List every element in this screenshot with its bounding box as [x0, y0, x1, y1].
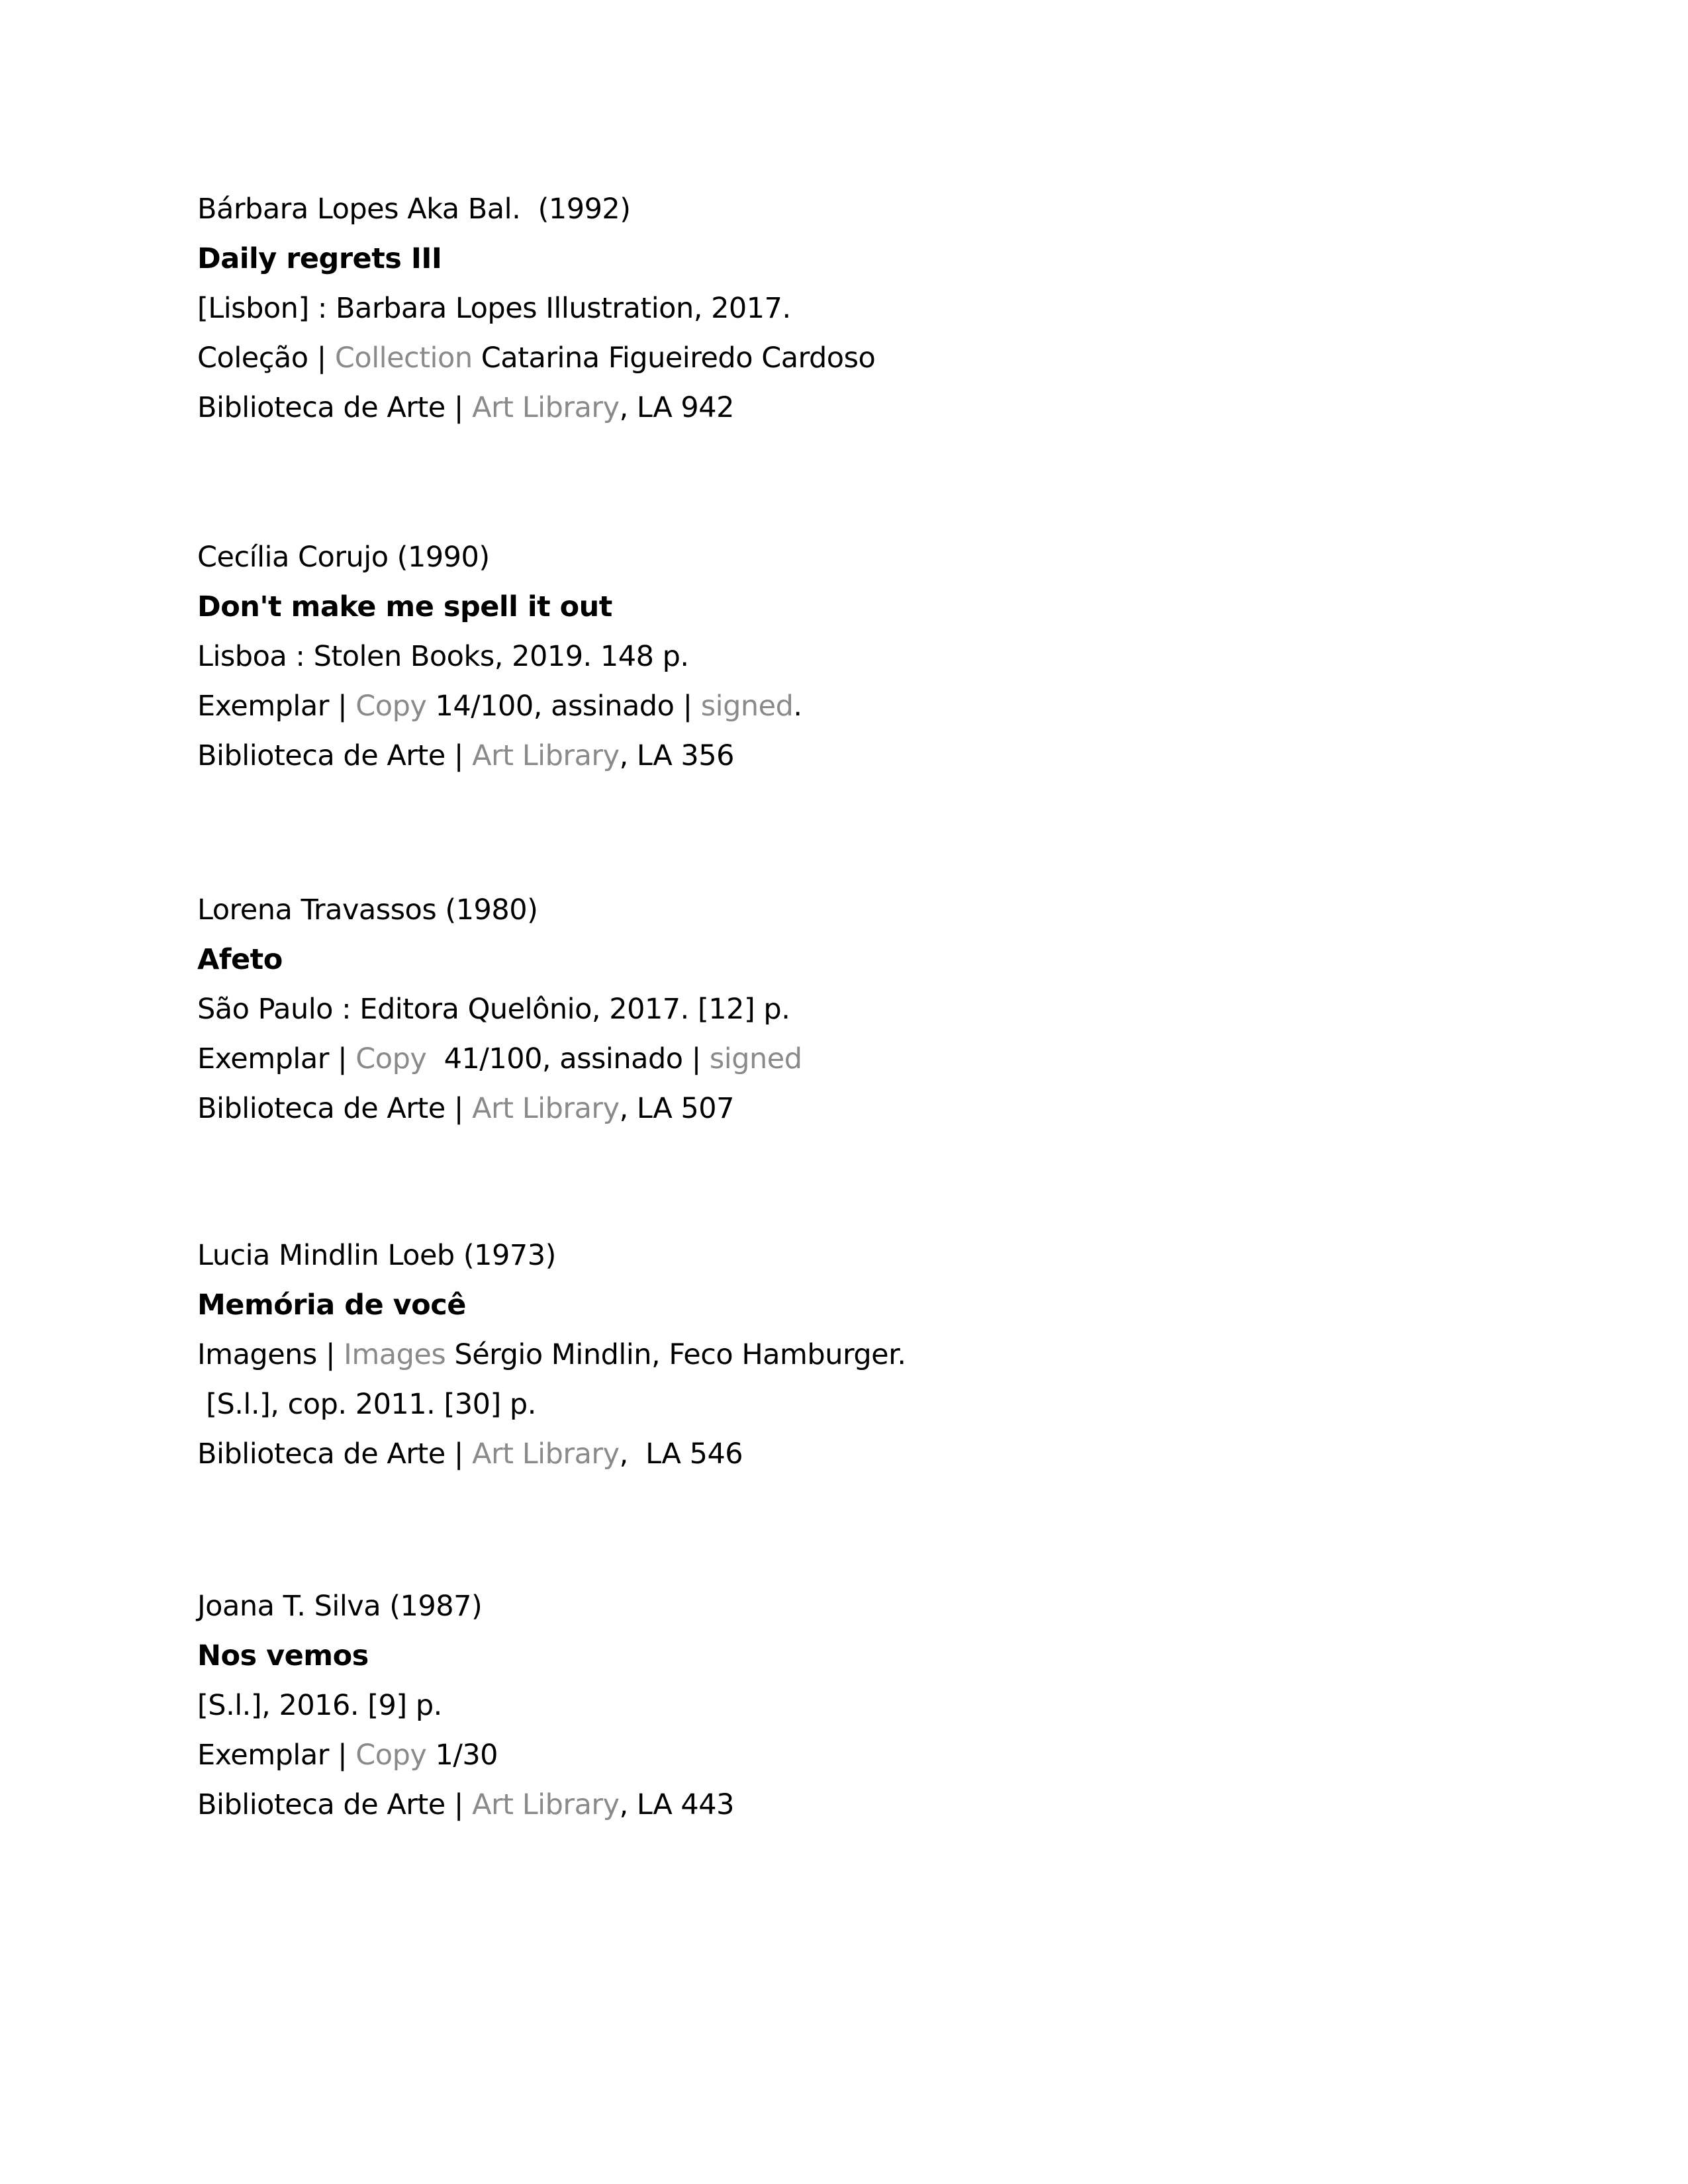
- note-label-pt: Exemplar: [197, 1739, 329, 1772]
- entry-copy-note: [197, 682, 1521, 731]
- entry-copy-note: [197, 1731, 1521, 1780]
- entry-images-note: [197, 1330, 1521, 1380]
- location-label-en: Art Library: [472, 1788, 620, 1821]
- entry-author: Bárbara Lopes Aka Bal. (1992): [197, 193, 631, 226]
- note-value: 1/30: [426, 1739, 498, 1772]
- note-label-en: Copy: [355, 1739, 427, 1772]
- entry-imprint: [S.l.], 2016. [9] p.: [197, 1689, 442, 1722]
- note-separator: |: [328, 1042, 356, 1075]
- location-separator: |: [445, 1092, 473, 1125]
- entry-imprint: São Paulo : Editora Quelônio, 2017. [12] p.: [197, 993, 790, 1026]
- entry-title: Afeto: [197, 943, 283, 976]
- location-shelfmark: , LA 507: [619, 1092, 735, 1125]
- note-label-pt: Exemplar: [197, 1042, 329, 1075]
- entry-imprint: [S.l.], cop. 2011. [30] p.: [197, 1388, 536, 1421]
- catalog-entry: [197, 1582, 1521, 1830]
- location-separator: |: [445, 1788, 473, 1821]
- note-separator: |: [316, 1338, 344, 1371]
- entry-location: [197, 1780, 1521, 1830]
- note-separator: |: [328, 690, 356, 723]
- location-label-pt: Biblioteca de Arte: [197, 1437, 445, 1471]
- note-label-en: Copy: [355, 1042, 427, 1075]
- location-label-en: Art Library: [472, 391, 620, 424]
- entry-location: [197, 383, 1521, 433]
- location-label-en: Art Library: [472, 1092, 620, 1125]
- location-label-pt: Biblioteca de Arte: [197, 391, 445, 424]
- location-label-pt: Biblioteca de Arte: [197, 739, 445, 772]
- note-separator: |: [328, 1739, 356, 1772]
- location-shelfmark: , LA 546: [619, 1437, 743, 1471]
- note-label-en: Copy: [355, 690, 427, 723]
- entry-title: Memória de você: [197, 1289, 466, 1322]
- entry-location: [197, 731, 1521, 781]
- catalog-entry: [197, 185, 1521, 433]
- location-shelfmark: , LA 942: [619, 391, 735, 424]
- entry-author: Cecília Corujo (1990): [197, 541, 490, 574]
- note-value: Sérgio Mindlin, Feco Hamburger.: [445, 1338, 906, 1371]
- entry-location: [197, 1430, 1521, 1479]
- location-label-en: Art Library: [472, 1437, 620, 1471]
- note-value: 14/100, assinado |: [426, 690, 701, 723]
- note-label-pt: Coleção: [197, 341, 308, 375]
- entry-title: Daily regrets III: [197, 242, 442, 275]
- note-label-en: Collection: [334, 341, 473, 375]
- catalog-entry: [197, 1231, 1521, 1479]
- note-label-pt: Imagens: [197, 1338, 317, 1371]
- location-label-en: Art Library: [472, 739, 620, 772]
- entry-author: Lorena Travassos (1980): [197, 893, 538, 927]
- note-value: 41/100, assinado |: [426, 1042, 710, 1075]
- catalog-entry: [197, 533, 1521, 781]
- entry-collection-note: [197, 334, 1521, 383]
- entry-author: Joana T. Silva (1987): [197, 1590, 483, 1623]
- entry-location: [197, 1084, 1521, 1134]
- location-separator: |: [445, 739, 473, 772]
- entry-title: Nos vemos: [197, 1639, 369, 1672]
- location-shelfmark: , LA 356: [619, 739, 735, 772]
- note-value: Catarina Figueiredo Cardoso: [472, 341, 876, 375]
- note-signed-en: signed: [700, 690, 794, 723]
- entry-imprint: [Lisbon] : Barbara Lopes Illustration, 2017.: [197, 292, 791, 325]
- entry-imprint: Lisboa : Stolen Books, 2019. 148 p.: [197, 640, 689, 673]
- entry-copy-note: [197, 1034, 1521, 1084]
- entry-author: Lucia Mindlin Loeb (1973): [197, 1239, 556, 1272]
- location-shelfmark: , LA 443: [619, 1788, 735, 1821]
- note-end: .: [793, 690, 802, 723]
- location-label-pt: Biblioteca de Arte: [197, 1788, 445, 1821]
- location-label-pt: Biblioteca de Arte: [197, 1092, 445, 1125]
- entry-title: Don't make me spell it out: [197, 590, 612, 623]
- catalog-entry: [197, 886, 1521, 1134]
- note-label-pt: Exemplar: [197, 690, 329, 723]
- note-label-en: Images: [344, 1338, 446, 1371]
- location-separator: |: [445, 391, 473, 424]
- note-separator: |: [308, 341, 335, 375]
- note-signed-en: signed: [709, 1042, 802, 1075]
- location-separator: |: [445, 1437, 473, 1471]
